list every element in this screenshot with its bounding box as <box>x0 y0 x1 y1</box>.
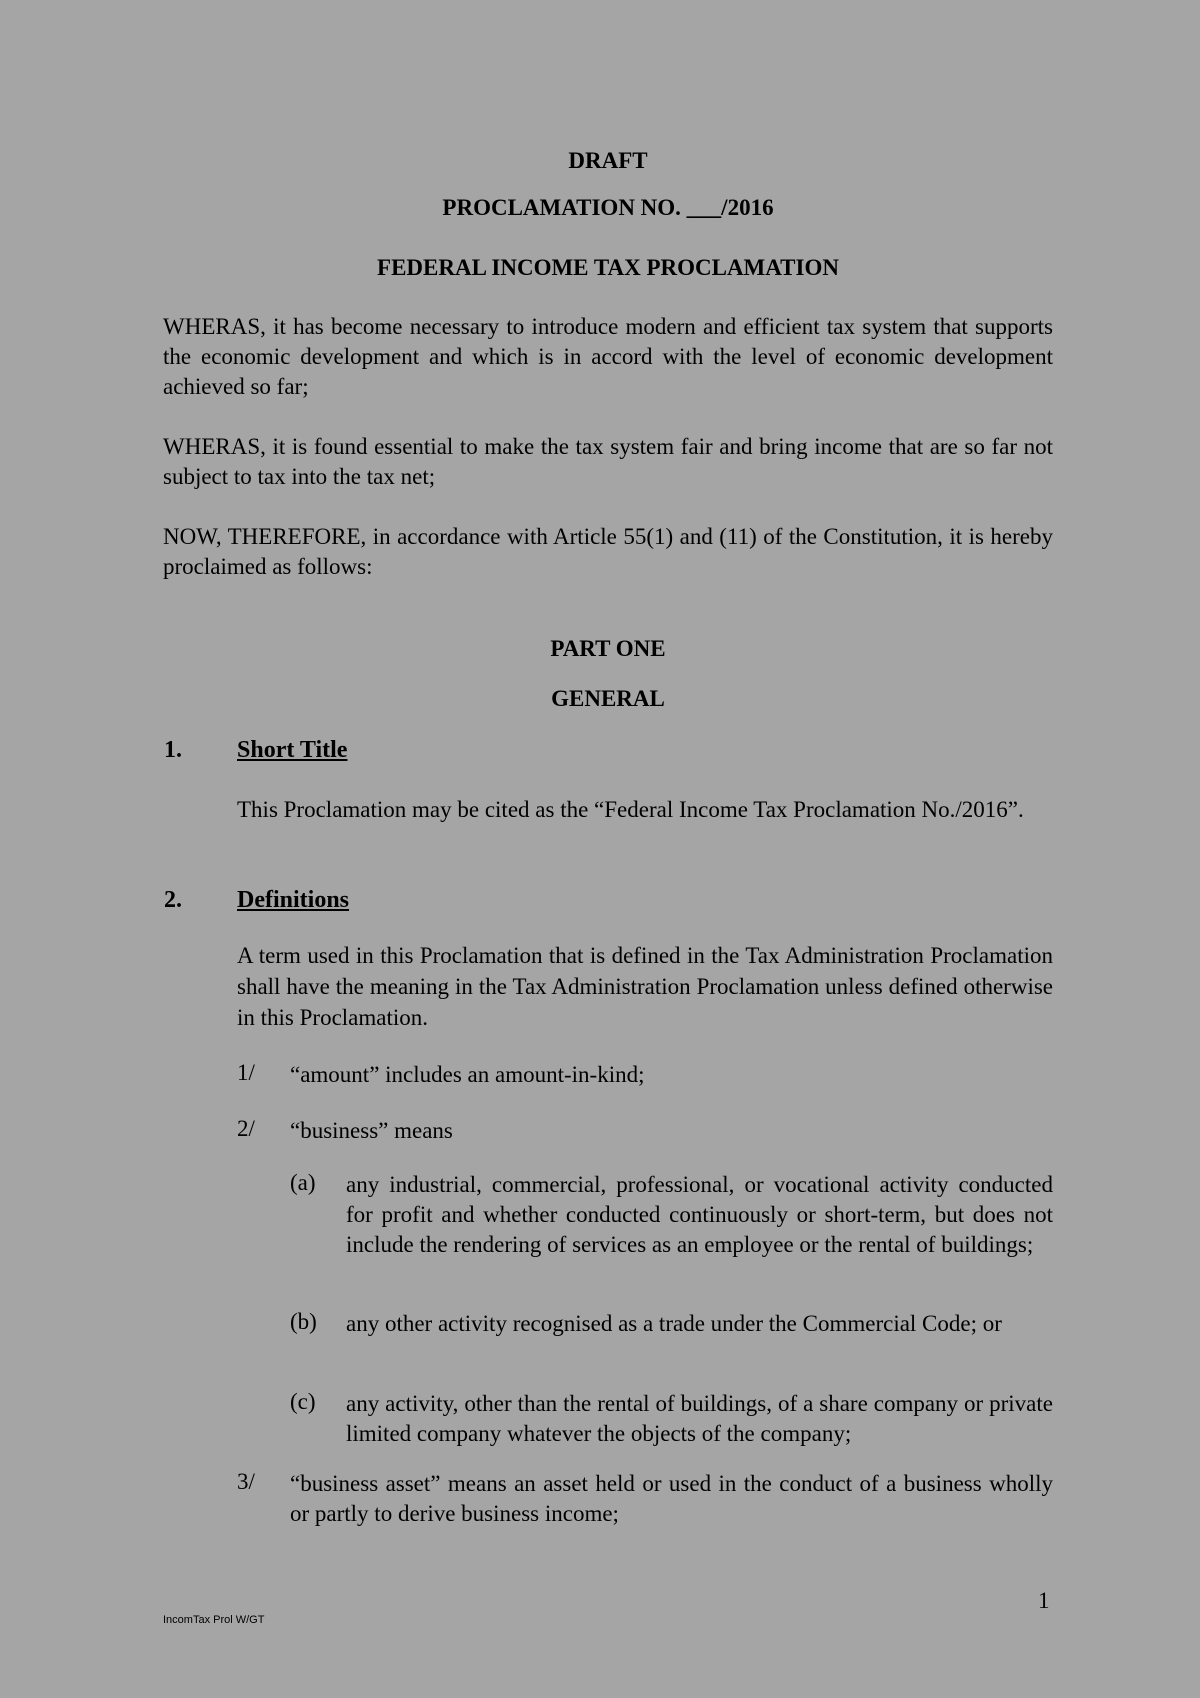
section-title-short-title: Short Title <box>237 737 348 763</box>
sub-item-label: (c) <box>290 1389 316 1414</box>
sub-item-label: (a) <box>290 1170 316 1195</box>
definition-business: “business” means <box>290 1118 453 1143</box>
part-label: PART ONE <box>550 636 666 661</box>
definition-amount: “amount” includes an amount-in-kind; <box>290 1062 645 1087</box>
proclamation-number: PROCLAMATION NO. ___/2016 <box>442 195 774 220</box>
footer-doc-ref: IncomTax Prol W/GT <box>163 1614 265 1626</box>
preamble-text: WHERAS, it has become necessary to introduce modern and efficient tax system that supports the economic development and which is in accord with the level of economic development achieved so far; <box>163 314 1053 399</box>
preamble-text: NOW, THEREFORE, in accordance with Article 55(1) and (11) of the Constitution, it is hereby proclaimed as follows: <box>163 524 1053 579</box>
sub-item-label: (b) <box>290 1309 317 1334</box>
sub-item-text: any other activity recognised as a trade under the Commercial Code; or <box>346 1311 1002 1336</box>
sub-item-text: any activity, other than the rental of buildings, of a share company or private limited company whatever the objects of the company; <box>346 1391 1053 1446</box>
part-name: GENERAL <box>551 686 665 711</box>
draft-label: DRAFT <box>568 148 648 173</box>
section-title-definitions: Definitions <box>237 887 350 913</box>
section-number: 2. <box>164 887 182 913</box>
definition-number: 3/ <box>237 1469 255 1494</box>
definition-number: 2/ <box>237 1116 255 1141</box>
section-text-short-title: This Proclamation may be cited as the “Federal Income Tax Proclamation No./2016”. <box>237 797 1024 822</box>
preamble-text: WHERAS, it is found essential to make the tax system fair and bring income that are so far not subject to tax into the tax net; <box>163 434 1053 489</box>
preamble-paragraph-2 <box>163 432 1053 492</box>
preamble-paragraph-3 <box>163 522 1053 582</box>
document-title: FEDERAL INCOME TAX PROCLAMATION <box>377 255 839 280</box>
sub-item-text: any industrial, commercial, professional, or vocational activity conducted for profit and whether conducted continuously or short-term, but does not include the rendering of services as an employee or the rental of buildings; <box>346 1172 1053 1257</box>
definition-business-asset: “business asset” means an asset held or used in the conduct of a business wholly or partly to derive business income; <box>290 1471 1053 1526</box>
section-text-definitions: A term used in this Proclamation that is defined in the Tax Administration Proclamation shall have the meaning in the Tax Administration Proclamation unless defined otherwise in this Proclamation. <box>237 943 1053 1030</box>
section-number: 1. <box>164 737 182 763</box>
definition-number: 1/ <box>237 1060 255 1085</box>
preamble-paragraph-1 <box>163 312 1053 402</box>
page-number: 1 <box>1038 1588 1050 1613</box>
